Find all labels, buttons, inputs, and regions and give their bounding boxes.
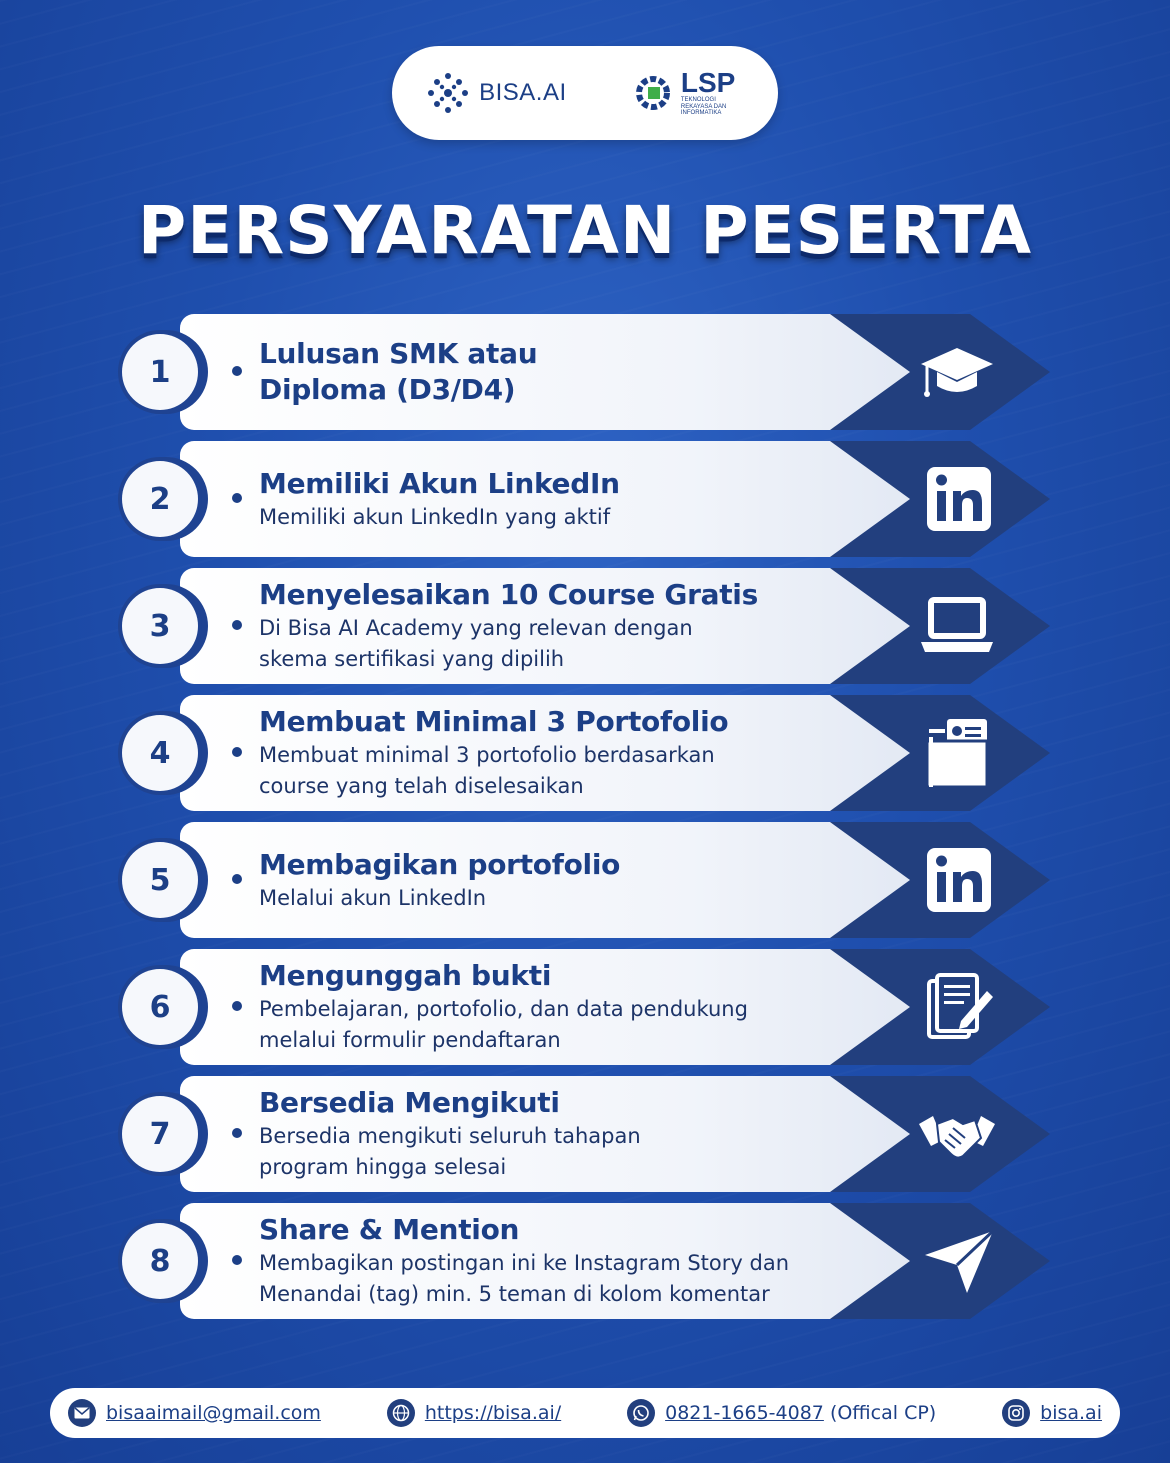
- requirement-item: [0, 695, 1170, 811]
- item-description-line-2: course yang telah diselesaikan: [259, 774, 584, 798]
- item-text: [259, 568, 859, 684]
- laptop-icon: [912, 590, 1002, 662]
- instagram-link[interactable]: bisa.ai: [1040, 1402, 1102, 1424]
- instagram-icon: [1002, 1399, 1030, 1427]
- item-description-line-2: program hingga selesai: [259, 1155, 507, 1179]
- mail-icon: [68, 1399, 96, 1427]
- item-number: 6: [122, 969, 198, 1045]
- item-description-line-2: Menandai (tag) min. 5 teman di kolom komentar: [259, 1282, 770, 1306]
- bisa-ai-wordmark: BISA.AI: [479, 79, 567, 106]
- item-heading: Mengunggah bukti: [259, 959, 552, 992]
- item-description-line-2: melalui formulir pendaftaran: [259, 1028, 561, 1052]
- requirement-item: [0, 314, 1170, 430]
- bullet: [232, 366, 242, 376]
- linkedin-icon: [912, 844, 1002, 916]
- item-description-line-1: Bersedia mengikuti seluruh tahapan: [259, 1124, 641, 1148]
- item-description-line-1: Pembelajaran, portofolio, dan data pendukung: [259, 997, 748, 1021]
- requirement-item: [0, 1203, 1170, 1319]
- email-link[interactable]: bisaaimail@gmail.com: [106, 1402, 321, 1424]
- globe-icon: [387, 1399, 415, 1427]
- bullet: [232, 493, 242, 503]
- contact-bar: [50, 1388, 1120, 1438]
- bullet: [232, 1128, 242, 1138]
- item-heading: Memiliki Akun LinkedIn: [259, 466, 620, 500]
- requirement-item: [0, 1076, 1170, 1192]
- item-heading: Share & Mention: [259, 1213, 520, 1246]
- paper-plane-icon: [912, 1225, 1002, 1297]
- item-text: [259, 822, 859, 938]
- item-heading: Membagikan portofolio: [259, 847, 621, 881]
- item-text: [259, 1076, 859, 1192]
- portfolio-folder-icon: [912, 717, 1002, 789]
- item-number: 8: [122, 1223, 198, 1299]
- requirement-item: [0, 949, 1170, 1065]
- email-contact[interactable]: [68, 1399, 321, 1427]
- item-text: [259, 695, 859, 811]
- item-description-line-1: Di Bisa AI Academy yang relevan dengan: [259, 616, 693, 640]
- item-description-line-2: skema sertifikasi yang dipilih: [259, 647, 565, 671]
- item-heading: Menyelesaikan 10 Course Gratis: [259, 578, 758, 611]
- item-number: 2: [122, 461, 198, 537]
- phone-link[interactable]: 0821-1665-4087 (Offical CP): [665, 1402, 937, 1424]
- logo-bar: [392, 46, 778, 140]
- bullet: [232, 747, 242, 757]
- item-description-line-1: Membuat minimal 3 portofolio berdasarkan: [259, 743, 715, 767]
- instagram-contact[interactable]: [1002, 1399, 1102, 1427]
- item-description: Memiliki akun LinkedIn yang aktif: [259, 504, 611, 529]
- item-number: 7: [122, 1096, 198, 1172]
- website-contact[interactable]: [387, 1399, 561, 1427]
- linkedin-icon: [912, 463, 1002, 535]
- item-heading: Membuat Minimal 3 Portofolio: [259, 705, 729, 738]
- item-text: [259, 441, 859, 557]
- item-text: [259, 314, 859, 430]
- phone-note: (Offical CP): [829, 1402, 937, 1424]
- requirement-item: [0, 441, 1170, 557]
- item-heading: Bersedia Mengikuti: [259, 1086, 560, 1119]
- bullet: [232, 1001, 242, 1011]
- item-description-line-1: Membagikan postingan ini ke Instagram Story dan: [259, 1251, 790, 1275]
- whatsapp-icon: [627, 1399, 655, 1427]
- requirement-item: [0, 822, 1170, 938]
- item-text: [259, 949, 859, 1065]
- lsp-gear-icon: [633, 73, 673, 113]
- bullet: [232, 620, 242, 630]
- item-heading-line-1: Lulusan SMK atau: [259, 337, 538, 370]
- bisa-ai-mark-icon: [425, 70, 471, 116]
- phone-contact[interactable]: [627, 1399, 936, 1427]
- item-number: 1: [122, 334, 198, 410]
- bullet: [232, 1255, 242, 1265]
- lsp-subtitle: TEKNOLOGI REKAYASA DAN INFORMATIKA: [680, 97, 727, 117]
- item-number: 5: [122, 842, 198, 918]
- lsp-wordmark: LSP: [680, 67, 736, 99]
- graduation-cap-icon: [912, 336, 1002, 408]
- item-number: 3: [122, 588, 198, 664]
- requirement-item: [0, 568, 1170, 684]
- item-heading-line-2: Diploma (D3/D4): [259, 373, 516, 406]
- lsp-logo: [633, 69, 745, 117]
- bisa-ai-logo: [425, 70, 567, 116]
- item-number: 4: [122, 715, 198, 791]
- item-description: Melalui akun LinkedIn: [259, 885, 487, 910]
- page-title: PERSYARATAN PESERTA: [137, 192, 1033, 269]
- item-text: [259, 1203, 859, 1319]
- handshake-icon: [912, 1098, 1002, 1170]
- document-edit-icon: [912, 971, 1002, 1043]
- website-link[interactable]: https://bisa.ai/: [424, 1402, 562, 1424]
- bullet: [232, 874, 242, 884]
